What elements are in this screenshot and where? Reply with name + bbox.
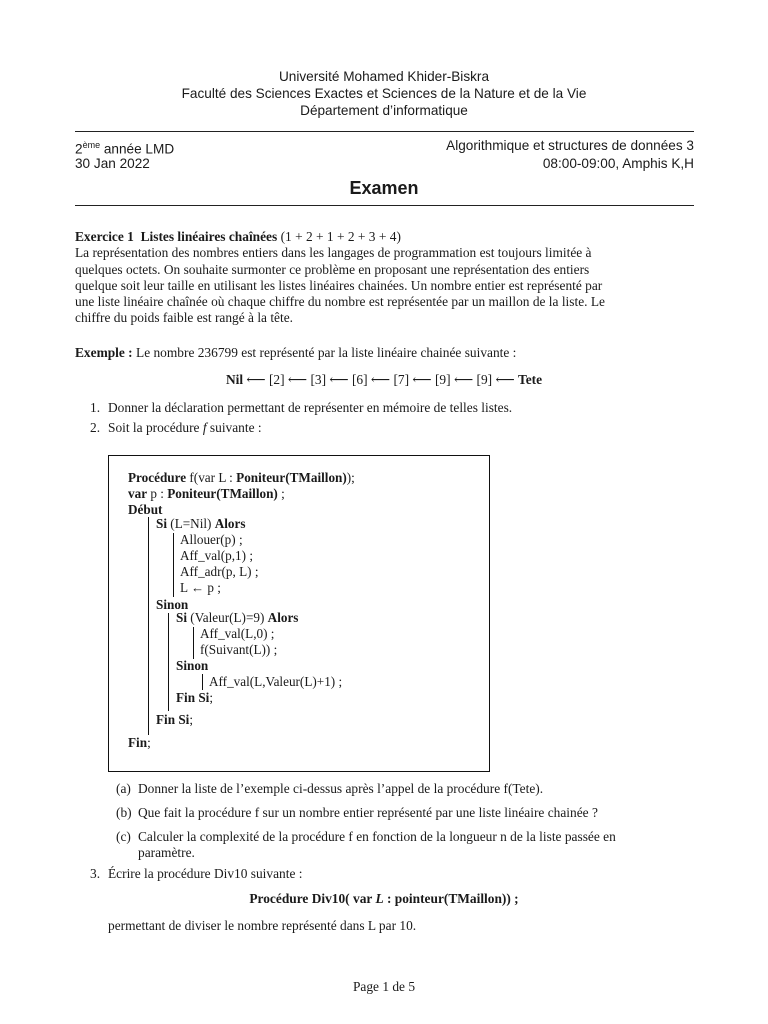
year-level: 2ème année LMD (75, 140, 175, 157)
question-1: 1. Donner la déclaration permettant de représenter en mémoire de telles listes. (90, 400, 513, 415)
div10-description: permettant de diviser le nombre représenté dans L par 10. (108, 918, 417, 933)
code-block-bar (202, 674, 203, 690)
code-line: Sinon (176, 658, 209, 673)
code-line: Aff_adr(p, L) ; (180, 564, 259, 579)
code-line: Si (Valeur(L)=9) Alors (176, 610, 299, 625)
code-block-bar (148, 517, 149, 735)
code-line: Fin Si; (176, 690, 214, 705)
div10-signature: Procédure Div10( var L : pointeur(TMaillon)) ; (249, 891, 519, 906)
code-line: L ← p ; (180, 580, 221, 595)
example-chain: Nil ⟵ [2] ⟵ [3] ⟵ [6] ⟵ [7] ⟵ [9] ⟵ [9] ⟵ Tete (225, 372, 543, 387)
exercise-line: La représentation des nombres entiers dans les langages de programmation est toujours limitée à (75, 245, 592, 261)
exam-time-place: 08:00-09:00, Amphis K,H (542, 156, 694, 171)
example-paragraph (75, 345, 694, 361)
code-line: Fin; (128, 735, 151, 750)
header-rule-top (75, 131, 694, 132)
question-3: 3. Écrire la procédure Div10 suivante : (90, 866, 303, 881)
example-text: Le nombre 236799 est représenté par la liste linéaire chainée suivante : (136, 345, 517, 360)
page-title: Examen (349, 178, 419, 198)
exercise-line: une liste linéaire chaînée où chaque chiffre du nombre est représentée par un maillon de la liste. Le (75, 294, 605, 310)
course-name: Algorithmique et structures de données 3 (446, 138, 694, 153)
exercise-heading: Exercice 1 Listes linéaires chaînées (1 + 2 + 1 + 2 + 3 + 4) (75, 229, 401, 244)
code-block-bar (168, 613, 169, 711)
subquestion-b: (b) Que fait la procédure f sur un nombre entier représenté par une liste linéaire chainée ? (116, 805, 598, 820)
code-line: Sinon (156, 597, 189, 612)
code-line: Aff_val(L,0) ; (200, 626, 275, 641)
exercise-line: chiffre du poids faible est rangé à la tête. (75, 310, 294, 326)
faculty-name: Faculté des Sciences Exactes et Sciences de la Nature et de la Vie (181, 86, 587, 101)
exercise-line: quelque soit leur taille en utilisant les listes linéaires chainées. Un nombre entier est représenté par (75, 277, 603, 293)
title-rule (75, 205, 694, 206)
code-line: Début (128, 502, 163, 517)
code-line: Procédure f(var L : Poniteur(TMaillon)); (128, 470, 355, 485)
department-name: Département d’informatique (300, 103, 468, 118)
exercise-line: quelques octets. On souhaite surmonter ce problème en proposant une représentation des entiers (75, 261, 590, 277)
exercise-intro (75, 229, 694, 327)
code-block-bar (173, 533, 174, 597)
subquestion-c: (c) Calculer la complexité de la procédure f en fonction de la longueur n de la liste passée en paramètre. (116, 829, 616, 860)
code-line: Allouer(p) ; (180, 532, 243, 547)
code-block-bar (193, 627, 194, 659)
code-line: f(Suivant(L)) ; (200, 642, 278, 657)
exam-date: 30 Jan 2022 (75, 156, 150, 171)
institution-header (0, 68, 768, 119)
code-line: var p : Poniteur(TMaillon) ; (128, 486, 285, 501)
code-line: Aff_val(L,Valeur(L)+1) ; (209, 674, 343, 689)
code-line: Si (L=Nil) Alors (156, 516, 246, 531)
subquestion-a: (a) Donner la liste de l’exemple ci-dessus après l’appel de la procédure f(Tete). (116, 781, 544, 796)
page-number: Page 1 de 5 (352, 979, 416, 994)
university-name: Université Mohamed Khider-Biskra (278, 69, 490, 84)
question-2: 2. Soit la procédure f suivante : (90, 420, 262, 435)
code-line: Aff_val(p,1) ; (180, 548, 254, 563)
code-line: Fin Si; (156, 712, 194, 727)
example-label: Exemple : (75, 345, 133, 360)
